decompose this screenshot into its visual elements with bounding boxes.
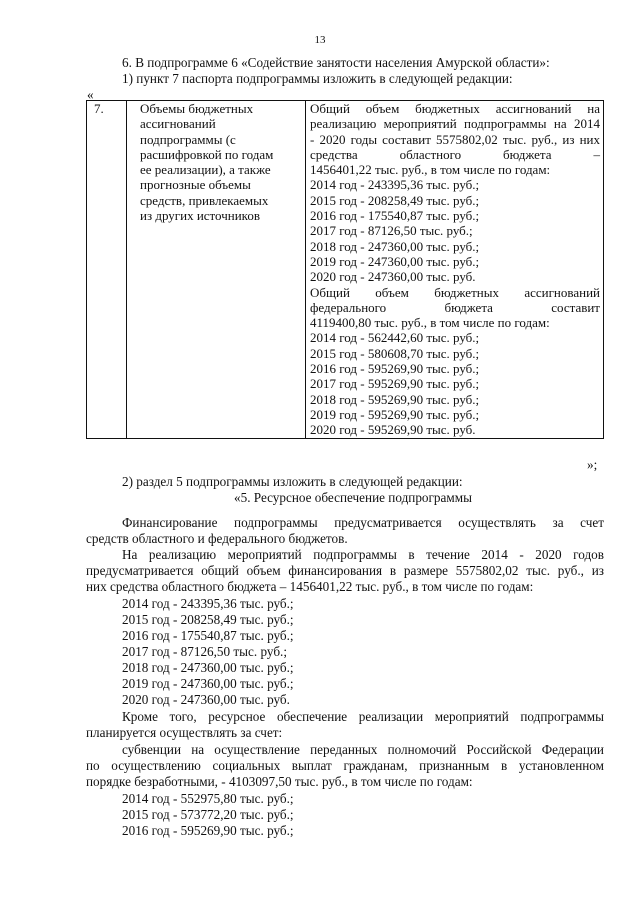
open-quote: « — [87, 87, 94, 102]
heading-line-1: 6. В подпрограмме 6 «Содействие занятости населения Амурской области»: — [122, 55, 550, 70]
passport-table — [86, 100, 604, 439]
list-item: 2020 год - 247360,00 тыс. руб. — [122, 692, 290, 707]
label-cell — [127, 101, 306, 439]
label-line: ее реализации), а также — [140, 162, 271, 178]
paragraph-line: Кроме того, ресурсное обеспечение реализации мероприятий подпрограммы — [122, 709, 604, 724]
list-item: 2015 год - 208258,49 тыс. руб.; — [122, 612, 294, 627]
regional-intro-line: - 2020 годы составит 5575802,02 тыс. руб., из них — [310, 131, 600, 147]
regional-year-line: 2017 год - 87126,50 тыс. руб.; — [310, 223, 473, 239]
list-item: 2017 год - 87126,50 тыс. руб.; — [122, 644, 287, 659]
federal-year-line: 2019 год - 595269,90 тыс. руб.; — [310, 406, 480, 422]
paragraph-line: порядке безработными, - 4103097,50 тыс. руб., в том числе по годам: — [86, 774, 473, 789]
label-line: подпрограммы (с — [140, 131, 236, 147]
list-item: 2016 год - 595269,90 тыс. руб.; — [122, 823, 294, 838]
value-cell — [306, 101, 604, 439]
paragraph-line: Финансирование подпрограммы предусматривается осуществлять за счет — [122, 515, 604, 530]
regional-intro-line: Общий объем бюджетных ассигнований на — [310, 101, 600, 116]
list-item: 2014 год - 552975,80 тыс. руб.; — [122, 791, 294, 806]
section-title: «5. Ресурсное обеспечение подпрограммы — [234, 490, 472, 505]
label-line: расшифровкой по годам — [140, 146, 274, 162]
table-row — [87, 101, 604, 439]
label-line: прогнозные объемы — [140, 177, 251, 193]
regional-year-line: 2018 год - 247360,00 тыс. руб.; — [310, 238, 480, 254]
regional-intro-line: 1456401,22 тыс. руб., в том числе по годам: — [310, 162, 551, 178]
federal-intro-line: федерального бюджета составит — [310, 299, 600, 315]
federal-year-line: 2020 год - 595269,90 тыс. руб. — [310, 422, 476, 438]
paragraph-line: них средства областного бюджета – 1456401,22 тыс. руб., в том числе по годам: — [86, 579, 534, 594]
federal-intro-line: 4119400,80 тыс. руб., в том числе по годам: — [310, 315, 550, 331]
heading-line-2: 1) пункт 7 паспорта подпрограммы изложить в следующей редакции: — [122, 71, 513, 86]
row-number: 7. — [94, 101, 104, 116]
federal-year-line: 2016 год - 595269,90 тыс. руб.; — [310, 361, 480, 377]
page-number: 13 — [314, 34, 326, 46]
regional-intro-line: реализацию мероприятий подпрограммы на 2014 — [310, 116, 600, 132]
list-item: 2018 год - 247360,00 тыс. руб.; — [122, 660, 294, 675]
label-line: средств, привлекаемых — [140, 192, 269, 208]
label-line: из других источников — [140, 208, 260, 224]
paragraph-line: по осуществлению социальных выплат гражданам, признанным в установленном — [86, 758, 604, 773]
paragraph-line: планируется осуществлять за счет: — [86, 725, 283, 740]
item-2: 2) раздел 5 подпрограммы изложить в следующей редакции: — [122, 474, 463, 489]
label-line: Объемы бюджетных — [140, 101, 254, 116]
paragraph-line: субвенции на осуществление переданных полномочий Российской Федерации — [122, 742, 604, 757]
regional-year-line: 2016 год - 175540,87 тыс. руб.; — [310, 208, 480, 224]
regional-year-line: 2019 год - 247360,00 тыс. руб.; — [310, 253, 480, 269]
regional-year-line: 2015 год - 208258,49 тыс. руб.; — [310, 192, 480, 208]
federal-year-line: 2014 год - 562442,60 тыс. руб.; — [310, 330, 480, 346]
regional-intro-line: средства областного бюджета – — [310, 146, 600, 162]
federal-year-line: 2018 год - 595269,90 тыс. руб.; — [310, 391, 480, 407]
subvention-year-list — [122, 791, 294, 839]
regional-year-list — [122, 596, 294, 708]
list-item: 2014 год - 243395,36 тыс. руб.; — [122, 596, 294, 611]
regional-year-line: 2014 год - 243395,36 тыс. руб.; — [310, 177, 480, 193]
list-item: 2015 год - 573772,20 тыс. руб.; — [122, 807, 294, 822]
paragraph-line: предусматривается общий объем финансирования в размере 5575802,02 тыс. руб., из — [86, 563, 604, 578]
list-item: 2019 год - 247360,00 тыс. руб.; — [122, 676, 294, 691]
paragraph-line: На реализацию мероприятий подпрограммы в течение 2014 - 2020 годов — [122, 547, 604, 562]
federal-year-line: 2017 год - 595269,90 тыс. руб.; — [310, 376, 480, 392]
list-item: 2016 год - 175540,87 тыс. руб.; — [122, 628, 294, 643]
regional-year-line: 2020 год - 247360,00 тыс. руб. — [310, 269, 476, 285]
federal-intro-line: Общий объем бюджетных ассигнований — [310, 284, 600, 300]
federal-year-line: 2015 год - 580608,70 тыс. руб.; — [310, 345, 480, 361]
label-line: ассигнований — [140, 116, 216, 132]
row-number-cell — [87, 101, 127, 439]
close-quote: »; — [587, 457, 598, 472]
paragraph-line: средств областного и федерального бюджетов. — [86, 531, 348, 546]
